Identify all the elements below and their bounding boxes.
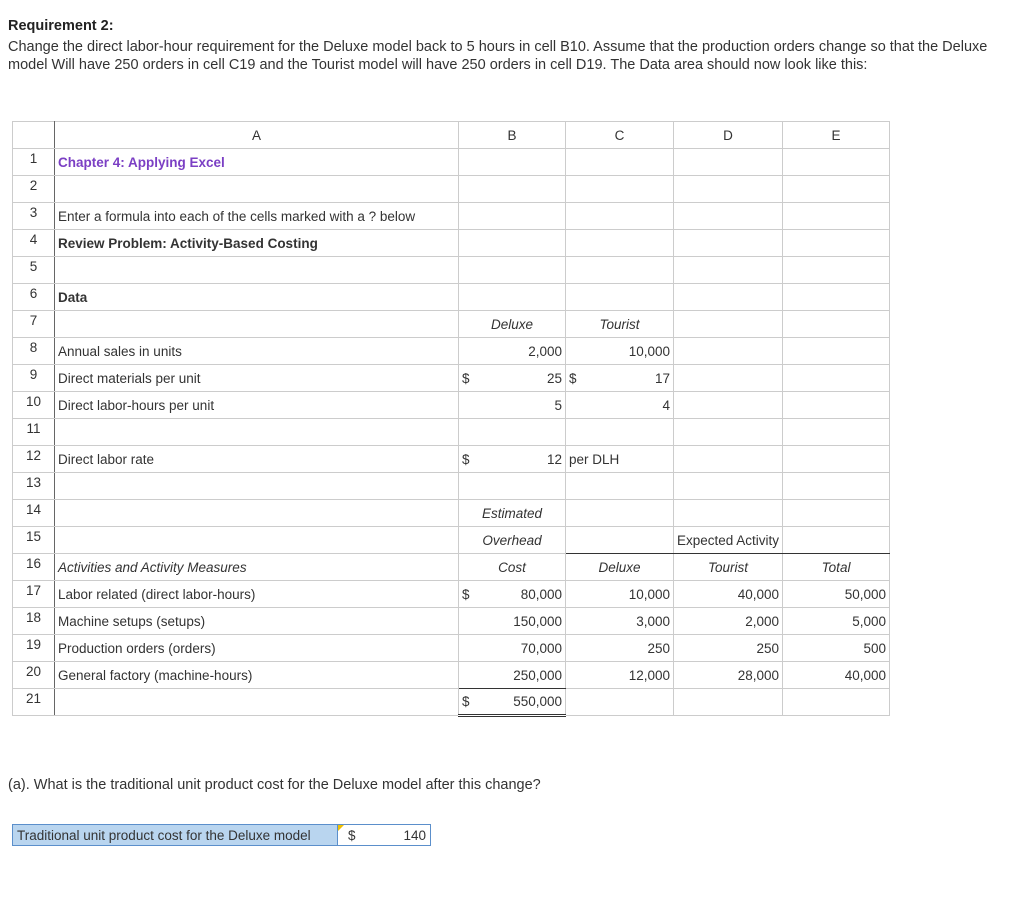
cell-value: 25 xyxy=(546,370,562,386)
cell-c14 xyxy=(566,500,674,527)
row-number: 16 xyxy=(13,554,55,581)
cell-b15: Overhead xyxy=(459,527,566,554)
currency-symbol: $ xyxy=(462,370,470,386)
cell-e17: 50,000 xyxy=(783,581,890,608)
answer-currency: $ xyxy=(348,827,356,843)
cell-b19: 70,000 xyxy=(459,635,566,662)
row-number: 10 xyxy=(13,392,55,419)
row-12 xyxy=(13,446,890,473)
row-number: 1 xyxy=(13,149,55,176)
cell-a4: Review Problem: Activity-Based Costing xyxy=(55,230,459,257)
cell-d8 xyxy=(674,338,783,365)
row-19 xyxy=(13,635,890,662)
currency-symbol: $ xyxy=(462,694,470,709)
cell-c18: 3,000 xyxy=(566,608,674,635)
row-number: 17 xyxy=(13,581,55,608)
cell-a19: Production orders (orders) xyxy=(55,635,459,662)
cell-b21 xyxy=(459,689,566,716)
cell-e12 xyxy=(783,446,890,473)
cell-a3: Enter a formula into each of the cells marked with a ? below xyxy=(55,203,459,230)
column-header-d: D xyxy=(674,122,783,149)
cell-e10 xyxy=(783,392,890,419)
cell-d10 xyxy=(674,392,783,419)
row-number: 11 xyxy=(13,419,55,446)
row-4 xyxy=(13,230,890,257)
row-14 xyxy=(13,500,890,527)
cell-e15 xyxy=(783,527,890,554)
cell-d9 xyxy=(674,365,783,392)
cell-value: 12 xyxy=(546,451,562,467)
answer-input[interactable] xyxy=(338,824,431,846)
row-number: 19 xyxy=(13,635,55,662)
cell-b7: Deluxe xyxy=(459,311,566,338)
question-text: (a). What is the traditional unit product cost for the Deluxe model after this change? xyxy=(8,777,541,793)
cell-a20: General factory (machine-hours) xyxy=(55,662,459,689)
cell-a9: Direct materials per unit xyxy=(55,365,459,392)
cell-a13 xyxy=(55,473,459,500)
header-corner xyxy=(13,122,55,149)
cell-c3 xyxy=(566,203,674,230)
cell-c4 xyxy=(566,230,674,257)
cell-d15: Expected Activity xyxy=(674,527,783,554)
row-number: 12 xyxy=(13,446,55,473)
cell-d11 xyxy=(674,419,783,446)
cell-b20: 250,000 xyxy=(459,662,566,689)
row-10 xyxy=(13,392,890,419)
cell-value: 550,000 xyxy=(513,694,562,709)
currency-symbol: $ xyxy=(462,451,470,467)
cell-d4 xyxy=(674,230,783,257)
row-number: 20 xyxy=(13,662,55,689)
cell-b13 xyxy=(459,473,566,500)
cell-c11 xyxy=(566,419,674,446)
requirement-title: Requirement 2: xyxy=(8,18,114,34)
column-header-row xyxy=(13,122,890,149)
cell-value: 17 xyxy=(654,370,670,386)
cell-a12: Direct labor rate xyxy=(55,446,459,473)
cell-e21 xyxy=(783,689,890,716)
column-header-e: E xyxy=(783,122,890,149)
cell-e3 xyxy=(783,203,890,230)
cell-b8: 2,000 xyxy=(459,338,566,365)
cell-b5 xyxy=(459,257,566,284)
cell-a1: Chapter 4: Applying Excel xyxy=(55,149,459,176)
cell-c13 xyxy=(566,473,674,500)
answer-row xyxy=(12,824,431,846)
currency-symbol: $ xyxy=(462,586,470,602)
row-18 xyxy=(13,608,890,635)
cell-e13 xyxy=(783,473,890,500)
cell-b2 xyxy=(459,176,566,203)
cell-value: 80,000 xyxy=(520,586,562,602)
cell-c21 xyxy=(566,689,674,716)
cell-e4 xyxy=(783,230,890,257)
requirement-text: Change the direct labor-hour requirement for the Deluxe model back to 5 hours in cell B10. Assume that the production orders change so that the Deluxe model Will have 250 orders in cell C19 and the Tourist model will have 250 orders in cell D19. The Data area should now look like this: xyxy=(8,39,988,73)
currency-symbol: $ xyxy=(569,370,577,386)
row-5 xyxy=(13,257,890,284)
cell-c12: per DLH xyxy=(566,446,674,473)
cell-d17: 40,000 xyxy=(674,581,783,608)
cell-a7 xyxy=(55,311,459,338)
row-number: 21 xyxy=(13,689,55,716)
row-number: 13 xyxy=(13,473,55,500)
cell-a10: Direct labor-hours per unit xyxy=(55,392,459,419)
cell-d19: 250 xyxy=(674,635,783,662)
cell-d1 xyxy=(674,149,783,176)
cell-e11 xyxy=(783,419,890,446)
cell-b11 xyxy=(459,419,566,446)
cell-a16: Activities and Activity Measures xyxy=(55,554,459,581)
cell-e6 xyxy=(783,284,890,311)
cell-c10: 4 xyxy=(566,392,674,419)
row-1 xyxy=(13,149,890,176)
cell-d12 xyxy=(674,446,783,473)
cell-b3 xyxy=(459,203,566,230)
cell-c7: Tourist xyxy=(566,311,674,338)
cell-e1 xyxy=(783,149,890,176)
cell-c15 xyxy=(566,527,674,554)
cell-d7 xyxy=(674,311,783,338)
cell-c9 xyxy=(566,365,674,392)
cell-b12 xyxy=(459,446,566,473)
cell-c17: 10,000 xyxy=(566,581,674,608)
cell-b4 xyxy=(459,230,566,257)
cell-b16: Cost xyxy=(459,554,566,581)
row-number: 2 xyxy=(13,176,55,203)
row-number: 14 xyxy=(13,500,55,527)
cell-b9 xyxy=(459,365,566,392)
cell-b18: 150,000 xyxy=(459,608,566,635)
row-9 xyxy=(13,365,890,392)
row-number: 8 xyxy=(13,338,55,365)
cell-d20: 28,000 xyxy=(674,662,783,689)
column-header-a: A xyxy=(55,122,459,149)
cell-c19: 250 xyxy=(566,635,674,662)
cell-b17 xyxy=(459,581,566,608)
answer-value: 140 xyxy=(403,827,426,843)
row-8 xyxy=(13,338,890,365)
row-20 xyxy=(13,662,890,689)
cell-a18: Machine setups (setups) xyxy=(55,608,459,635)
cell-c16: Deluxe xyxy=(566,554,674,581)
cell-d18: 2,000 xyxy=(674,608,783,635)
cell-c5 xyxy=(566,257,674,284)
cell-a15 xyxy=(55,527,459,554)
row-number: 7 xyxy=(13,311,55,338)
cell-b14: Estimated xyxy=(459,500,566,527)
row-number: 6 xyxy=(13,284,55,311)
cell-b6 xyxy=(459,284,566,311)
row-7 xyxy=(13,311,890,338)
cell-c1 xyxy=(566,149,674,176)
cell-a2 xyxy=(55,176,459,203)
row-11 xyxy=(13,419,890,446)
cell-e8 xyxy=(783,338,890,365)
cell-d6 xyxy=(674,284,783,311)
cell-e9 xyxy=(783,365,890,392)
row-number: 18 xyxy=(13,608,55,635)
spreadsheet-data-area xyxy=(12,121,890,717)
cell-e14 xyxy=(783,500,890,527)
row-number: 15 xyxy=(13,527,55,554)
cell-e16: Total xyxy=(783,554,890,581)
row-13 xyxy=(13,473,890,500)
cell-c20: 12,000 xyxy=(566,662,674,689)
cell-a21 xyxy=(55,689,459,716)
cell-d16: Tourist xyxy=(674,554,783,581)
row-number: 5 xyxy=(13,257,55,284)
row-15 xyxy=(13,527,890,554)
row-6 xyxy=(13,284,890,311)
cell-e7 xyxy=(783,311,890,338)
cell-e20: 40,000 xyxy=(783,662,890,689)
cell-a5 xyxy=(55,257,459,284)
column-header-b: B xyxy=(459,122,566,149)
cell-b10: 5 xyxy=(459,392,566,419)
cell-c2 xyxy=(566,176,674,203)
cell-b1 xyxy=(459,149,566,176)
cell-d2 xyxy=(674,176,783,203)
row-21 xyxy=(13,689,890,716)
row-number: 9 xyxy=(13,365,55,392)
answer-label: Traditional unit product cost for the Deluxe model xyxy=(12,824,338,846)
cell-d21 xyxy=(674,689,783,716)
flag-icon xyxy=(338,825,344,831)
cell-a6: Data xyxy=(55,284,459,311)
cell-e5 xyxy=(783,257,890,284)
cell-e18: 5,000 xyxy=(783,608,890,635)
cell-c6 xyxy=(566,284,674,311)
cell-a8: Annual sales in units xyxy=(55,338,459,365)
row-3 xyxy=(13,203,890,230)
cell-a14 xyxy=(55,500,459,527)
cell-d5 xyxy=(674,257,783,284)
cell-c8: 10,000 xyxy=(566,338,674,365)
cell-d14 xyxy=(674,500,783,527)
cell-a17: Labor related (direct labor-hours) xyxy=(55,581,459,608)
row-16 xyxy=(13,554,890,581)
cell-e2 xyxy=(783,176,890,203)
row-number: 3 xyxy=(13,203,55,230)
row-2 xyxy=(13,176,890,203)
column-header-c: C xyxy=(566,122,674,149)
cell-d3 xyxy=(674,203,783,230)
cell-e19: 500 xyxy=(783,635,890,662)
cell-d13 xyxy=(674,473,783,500)
row-number: 4 xyxy=(13,230,55,257)
cell-a11 xyxy=(55,419,459,446)
row-17 xyxy=(13,581,890,608)
